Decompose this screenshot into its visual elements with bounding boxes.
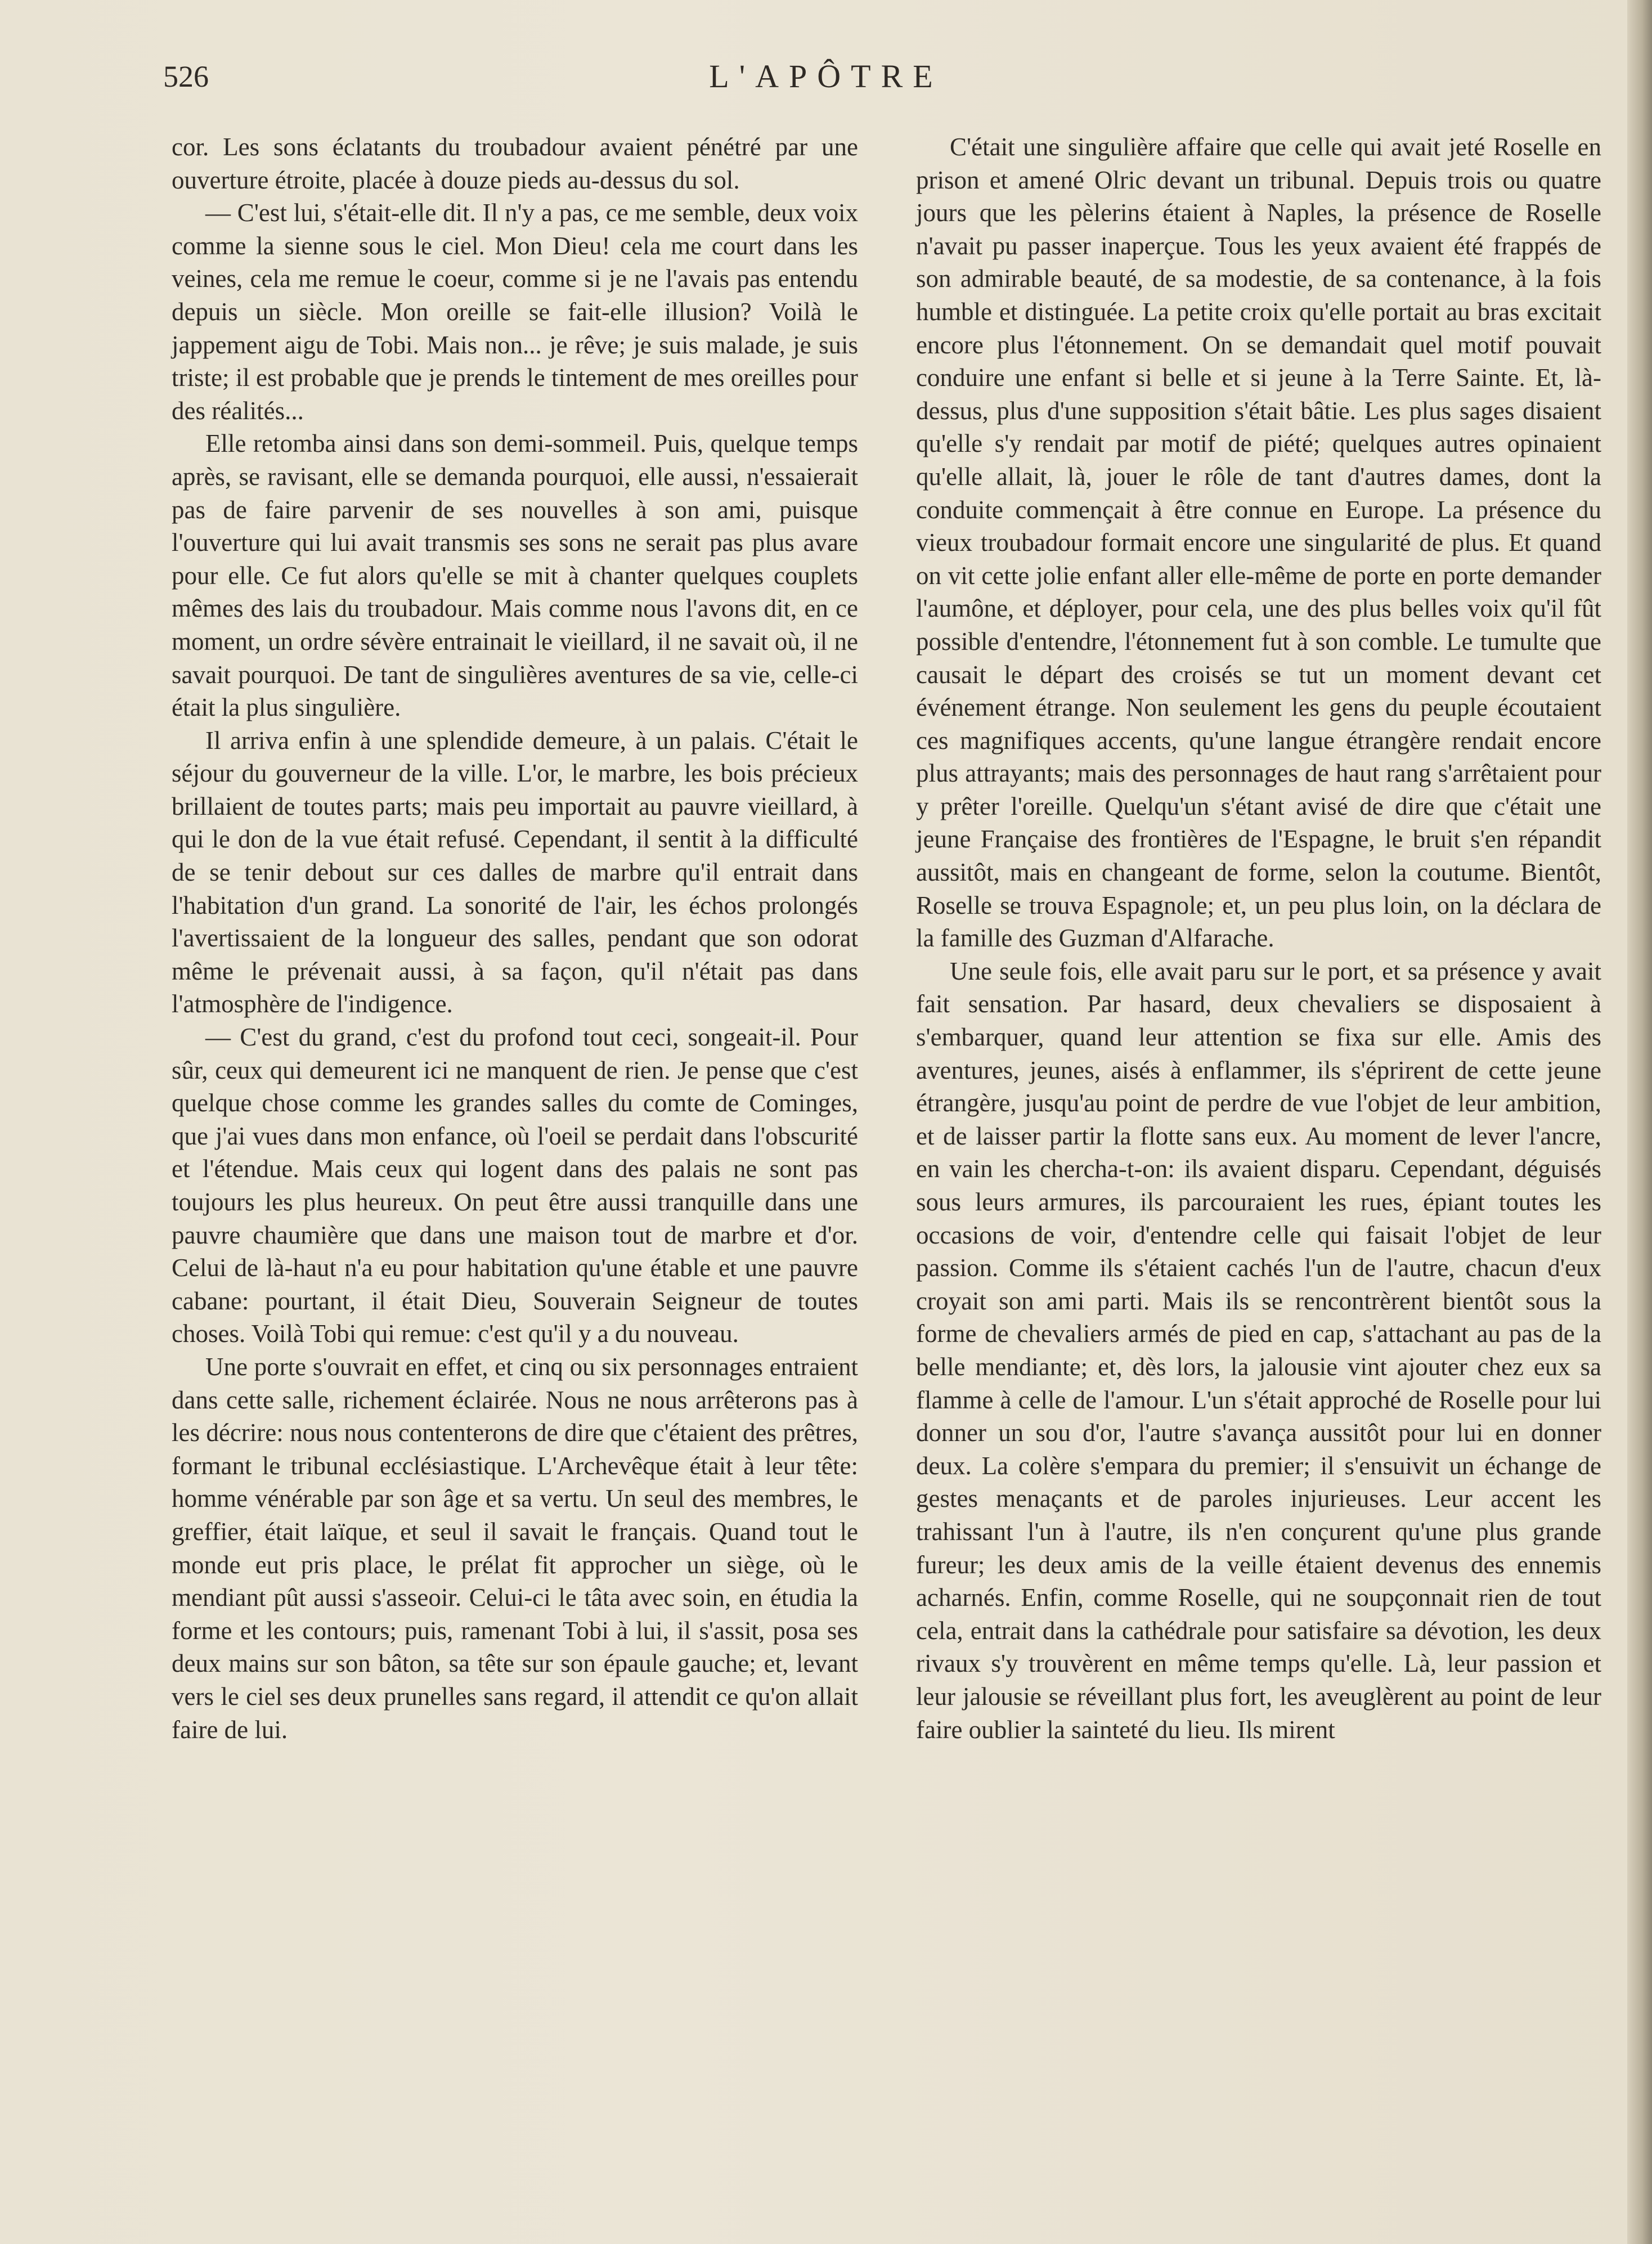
page-header: [0, 54, 1652, 99]
paragraph: — C'est du grand, c'est du profond tout ceci, songeait-il. Pour sûr, ceux qui demeurent ici ne manquent de rien. Je pense que c'est quelque chose comme les grandes salles du comte de Cominges, que j'ai vues dans mon enfance, où l'oeil se perdait dans l'obscurité et l'étendue. Mais ceux qui logent dans des palais ne sont pas toujours les plus heureux. On peut être aussi tranquille dans une pauvre chaumière que dans une maison tout de marbre et d'or. Celui de là-haut n'a eu pour habitation qu'une étable et une pauvre cabane: pourtant, il était Dieu, Souverain Seigneur de toutes choses. Voilà Tobi qui remue: c'est qu'il y a du nouveau.: [172, 1023, 858, 1348]
left-text-column: [172, 131, 858, 1746]
paragraph: Il arriva enfin à une splendide demeure, à un palais. C'était le séjour du gouverneur de la ville. L'or, le marbre, les bois précieux brillaient de toutes parts; mais peu importait au pauvre vieillard, à qui le don de la vue était refusé. Cependant, il sentit à la difficulté de se tenir debout sur ces dalles de marbre qu'il entrait dans l'habitation d'un grand. La sonorité de l'air, les échos prolongés l'avertissaient de la longueur des salles, pendant que son odorat même le prévenait aussi, à sa façon, qu'il n'était pas dans l'atmosphère de l'indigence.: [172, 726, 858, 1018]
paragraph: Elle retomba ainsi dans son demi-sommeil. Puis, quelque temps après, se ravisant, elle se demanda pourquoi, elle aussi, n'essaierait pas de faire parvenir de ses nouvelles à son ami, puisque l'ouverture qui lui avait transmis ses sons ne serait pas plus avare pour elle. Ce fut alors qu'elle se mit à chanter quelques couplets mêmes des lais du troubadour. Mais comme nous l'avons dit, en ce moment, un ordre sévère entrainait le vieillard, il ne savait où, il ne savait pourquoi. De tant de singulières aventures de sa vie, celle-ci était la plus singulière.: [172, 429, 858, 722]
page-number: 526: [163, 60, 209, 93]
paragraph: cor. Les sons éclatants du troubadour avaient pénétré par une ouverture étroite, placée à douze pieds au-dessus du sol.: [172, 133, 858, 194]
paragraph: Une porte s'ouvrait en effet, et cinq ou six personnages entraient dans cette salle, richement éclairée. Nous ne nous arrêterons pas à les décrire: nous nous contenterons de dire que c'étaient des prêtres, formant le tribunal ecclésiastique. L'Archevêque était à leur tête: homme vénérable par son âge et sa vertu. Un seul des membres, le greffier, était laïque, et seul il savait le français. Quand tout le monde eut pris place, le prélat fit approcher un siège, où le mendiant pût aussi s'asseoir. Celui-ci le tâta avec soin, en étudia la forme et les contours; puis, ramenant Tobi à lui, il s'assit, posa ses deux mains sur son bâton, sa tête sur son épaule gauche; et, levant vers le ciel ses deux prunelles sans regard, il attendit ce qu'on allait faire de lui.: [172, 1352, 858, 1744]
right-text-column: [916, 131, 1601, 1746]
page-edge: [1627, 0, 1652, 2244]
paragraph: Une seule fois, elle avait paru sur le port, et sa présence y avait fait sensation. Par hasard, deux chevaliers se disposaient à s'embarquer, quand leur attention se fixa sur elle. Amis des aventures, jeunes, aisés à enflammer, ils s'éprirent de cette jeune étrangère, jusqu'au point de perdre de vue l'objet de leur ambition, et de laisser partir la flotte sans eux. Au moment de lever l'ancre, en vain les chercha-t-on: ils avaient disparu. Cependant, déguisés sous leurs armures, ils parcouraient les rues, épiant toutes les occasions de voir, d'entendre celle qui faisait l'objet de leur passion. Comme ils s'étaient cachés l'un de l'autre, chacun d'eux croyait son ami parti. Mais ils se rencontrèrent bientôt sous la forme de chevaliers armés de pied en cap, s'attachant au pas de la belle mendiante; et, dès lors, la jalousie vint ajouter chez eux sa flamme à celle de l'amour. L'un s'était approché de Roselle pour lui donner un sou d'or, l'autre s'avança aussitôt pour lui en donner deux. La colère s'empara du premier; il s'ensuivit un échange de gestes menaçants et de paroles injurieuses. Leur accent les trahissant l'un à l'autre, ils n'en conçurent qu'une plus grande fureur; les deux amis de la veille étaient devenus des ennemis acharnés. Enfin, comme Roselle, qui ne soupçonnait rien de tout cela, entrait dans la cathédrale pour satisfaire sa dévotion, les deux rivaux s'y trouvèrent en même temps qu'elle. Là, leur passion et leur jalousie se réveillant plus fort, les aveuglèrent au point de leur faire oublier la sainteté du lieu. Ils mirent: [916, 957, 1601, 1744]
running-title: L'APÔTRE: [709, 58, 943, 95]
paragraph: C'était une singulière affaire que celle qui avait jeté Roselle en prison et amené Olric devant un tribunal. Depuis trois ou quatre jours que les pèlerins étaient à Naples, la présence de Roselle n'avait pu passer inaperçue. Tous les yeux avaient été frappés de son admirable beauté, de sa modestie, de sa contenance, à la fois humble et distinguée. La petite croix qu'elle portait au bras excitait encore plus l'étonnement. On se demandait quel motif pouvait conduire une enfant si belle et si jeune à la Terre Sainte. Et, là-dessus, plus d'une supposition s'était bâtie. Les plus sages disaient qu'elle s'y rendait par motif de piété; quelques autres opinaient qu'elle allait, là, jouer le rôle de tant d'autres dames, dont la conduite commençait à être connue en Europe. La présence du vieux troubadour formait encore une singularité de plus. Et quand on vit cette jolie enfant aller elle-même de porte en porte demander l'aumône, et déployer, pour cela, une des plus belles voix qu'il fût possible d'entendre, l'étonnement fut à son comble. Le tumulte que causait le départ des croisés se tut un moment devant cet événement étrange. Non seulement les gens du peuple écoutaient ces magnifiques accents, qu'une langue étrangère rendait encore plus attrayants; mais des personnages de haut rang s'arrêtaient pour y prêter l'oreille. Quelqu'un s'étant avisé de dire que c'était une jeune Française des frontières de l'Espagne, le bruit s'en répandit aussitôt, mais en changeant de forme, selon la coutume. Bientôt, Roselle se trouva Espagnole; et, un peu plus loin, on la déclara de la famille des Guzman d'Alfarache.: [916, 133, 1601, 953]
paragraph: — C'est lui, s'était-elle dit. Il n'y a pas, ce me semble, deux voix comme la sienne sous le ciel. Mon Dieu! cela me court dans les veines, cela me remue le coeur, comme si je ne l'avais pas entendu depuis un siècle. Mon oreille se fait-elle illusion? Voilà le jappement aigu de Tobi. Mais non... je rêve; je suis malade, je suis triste; il est probable que je prends le tintement de mes oreilles pour des réalités...: [172, 199, 858, 425]
